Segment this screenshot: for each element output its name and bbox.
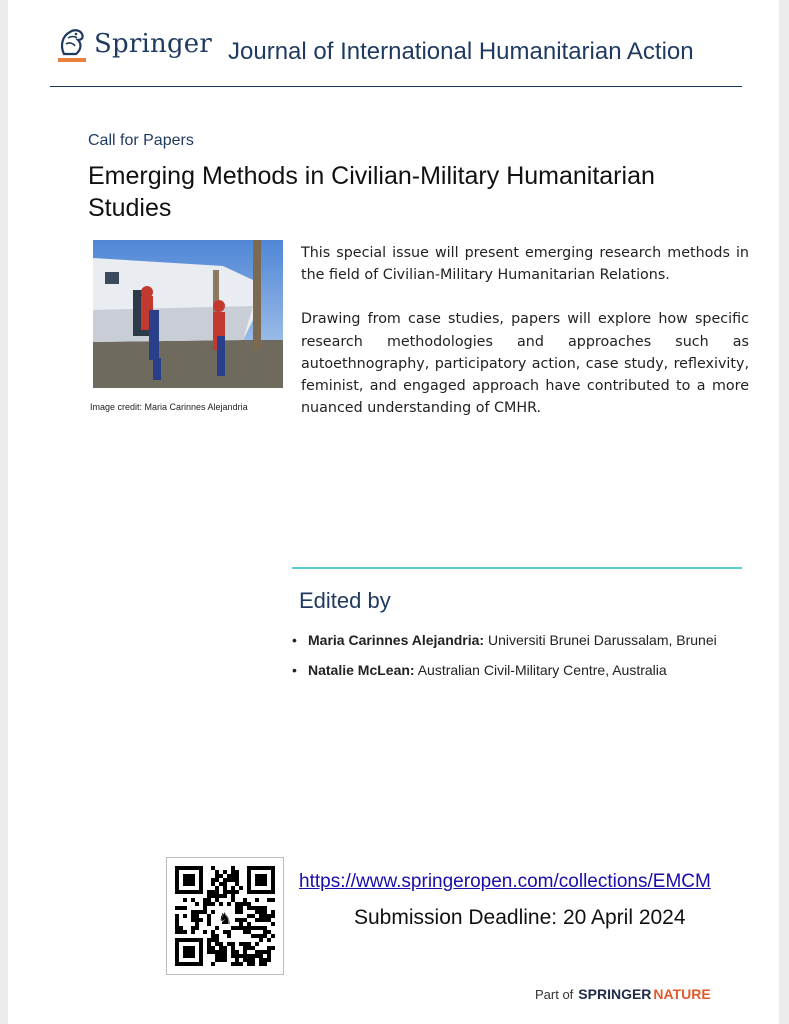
edited-by-heading: Edited by — [299, 588, 391, 613]
qr-center-logo-icon: ♞ — [217, 909, 233, 928]
submission-deadline: Submission Deadline: 20 April 2024 — [354, 906, 686, 929]
editor-list — [292, 630, 772, 690]
header-divider — [50, 86, 742, 87]
editor-name: Maria Carinnes Alejandria: — [308, 632, 485, 648]
springer-nature-brand-accent: NATURE — [653, 986, 711, 1002]
editor-item — [292, 660, 772, 690]
description-paragraph-2: Drawing from case studies, papers will explore how specific research methodologies and approaches such as autoethnography, participatory action, case study, reflexivity, feminist, and engaged approach have contributed to a more nuanced understanding of CMHR. — [301, 311, 749, 417]
description-paragraph-1: This special issue will present emerging research methods in the field of Civilian-Military Humanitarian Relations. — [301, 245, 749, 284]
special-issue-title: Emerging Methods in Civilian-Military Humanitarian Studies — [88, 162, 655, 222]
editor-item — [292, 630, 772, 660]
section-divider — [292, 567, 742, 569]
editor-name: Natalie McLean: — [308, 662, 415, 678]
springer-horse-icon — [54, 24, 90, 64]
springer-logo — [54, 22, 212, 66]
image-credit: Image credit: Maria Carinnes Alejandria — [90, 402, 248, 412]
springer-wordmark: Springer — [94, 29, 213, 59]
springer-nature-brand: SPRINGER — [578, 986, 652, 1002]
collection-link[interactable]: https://www.springeropen.com/collections/EMCM — [299, 871, 711, 892]
qr-code[interactable] — [166, 857, 284, 975]
editor-affiliation: Universiti Brunei Darussalam, Brunei — [484, 632, 717, 648]
part-of-label: Part of — [535, 987, 574, 1002]
poster-page — [8, 0, 779, 1024]
call-for-papers-label: Call for Papers — [88, 132, 194, 149]
description — [301, 242, 749, 441]
cover-photo — [93, 240, 283, 388]
springer-nature-footer — [535, 986, 711, 1002]
journal-title: Journal of International Humanitarian Action — [228, 38, 694, 65]
editor-affiliation: Australian Civil-Military Centre, Australia — [414, 662, 667, 678]
